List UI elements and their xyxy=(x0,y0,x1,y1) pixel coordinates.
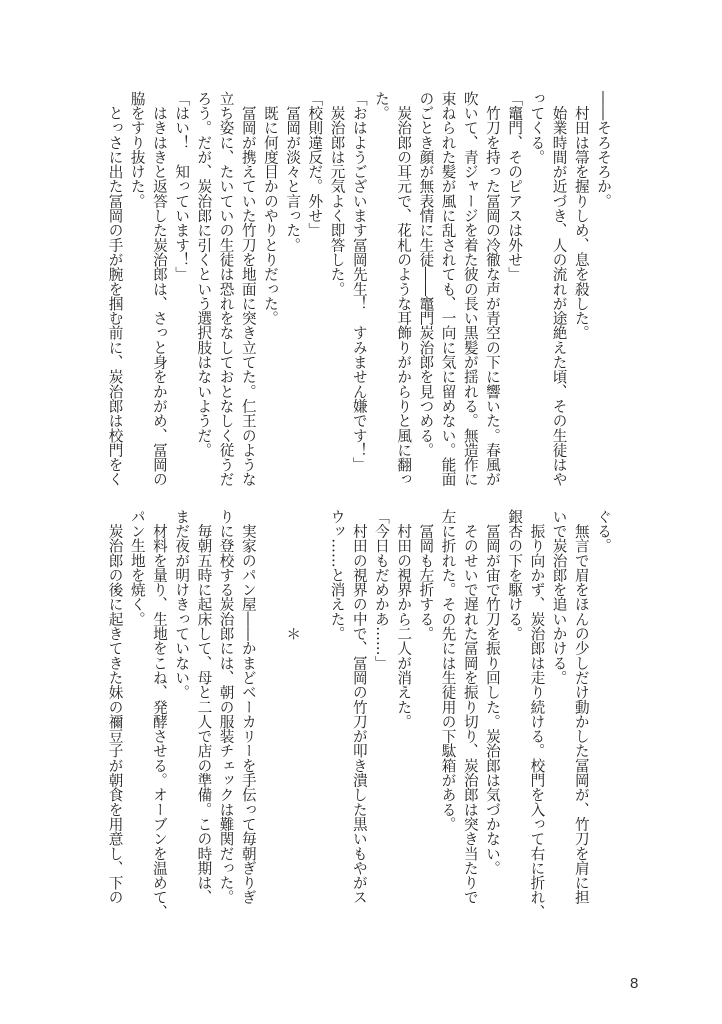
text-line: 「はい！ 知っています！」 xyxy=(173,91,191,282)
text-line xyxy=(259,509,281,904)
text-line: ろう。だが、炭治郎に引くという選択肢はないようだ。 xyxy=(195,91,213,458)
text-line: 「おはようございます冨岡先生！ すみません嫌です！」 xyxy=(350,91,368,472)
text-line: 「竈門、そのピアスは外せ」 xyxy=(506,91,524,282)
text-line: 材料を量り、生地をこね、発酵させる。オーブンを温めて、 xyxy=(150,509,168,920)
text-line: 銀杏の下を駆ける。 xyxy=(506,509,524,641)
text-line: はきはきと返答した炭治郎は、さっと身をかがめ、冨岡の xyxy=(150,91,168,487)
text-line: 炭治郎は元気よく即答した。 xyxy=(328,91,346,297)
text-line: 「校則違反だ。外せ」 xyxy=(306,91,324,238)
text-line: 冨岡が宙で竹刀を振り回した。炭治郎は気づかない。 xyxy=(483,509,501,876)
text-line: 「今日もだめかあ……」 xyxy=(372,509,390,671)
text-line: りに登校する炭治郎には、朝の服装チェックは難関だった。 xyxy=(217,509,235,905)
text-line: ぐる。 xyxy=(595,509,612,553)
text-line: ――そろそろか。 xyxy=(595,91,612,209)
text-line: 村田の視界から二人が消えた。 xyxy=(395,509,413,729)
text-line: 村田の視界の中で、冨岡の竹刀が叩き潰した黒いもやがス xyxy=(350,509,368,905)
text-line: 冨岡が携えていた竹刀を地面に突き立てた。仁王のような xyxy=(239,91,257,487)
text-line: 冨岡が淡々と言った。 xyxy=(284,91,302,253)
text-line: 炭治郎の耳元で、花札のような耳飾りがからりと風に翻っ xyxy=(395,91,413,487)
text-line: 束ねられた髪が風に乱されても、一向に気に留めない。能面 xyxy=(439,91,457,487)
text-line: 炭治郎の後に起きてきた妹の禰豆子が朝食を用意し、下の xyxy=(106,509,124,905)
text-line: とっさに出た冨岡の手が腕を掴む前に、炭治郎は校門をく xyxy=(106,91,124,487)
text-line: 村田は箒を握りしめ、息を殺した。 xyxy=(572,91,590,341)
text-line: まだ夜が明けきっていない。 xyxy=(173,509,191,700)
text-line: そのせいで遅れた冨岡を振り切り、炭治郎は突き当たりで xyxy=(461,509,479,905)
text-line: 実家のパン屋――かまどベーカリーを手伝って毎朝ぎりぎ xyxy=(239,509,257,905)
text-line: 立ち姿に、たいていの生徒は恐れをなしておとなしく従うだ xyxy=(217,91,235,487)
text-line: のごとき顔が無表情に生徒――竈門炭治郎を見つめる。 xyxy=(417,91,435,458)
text-line: 竹刀を持った冨岡の冷徹な声が青空の下に響いた。春風が xyxy=(483,91,501,487)
text-line: いで炭治郎を追いかける。 xyxy=(550,509,568,685)
text-line: ＊ xyxy=(284,509,302,641)
text-line: 左に折れた。その先には生徒用の下駄箱がある。 xyxy=(439,509,457,832)
text-line: 脇をすり抜けた。 xyxy=(128,91,146,209)
text-line: パン生地を焼く。 xyxy=(128,509,146,627)
page-number: 8 xyxy=(630,975,639,992)
text-line: 毎朝五時に起床して、母と二人で店の準備。この時期は、 xyxy=(195,509,213,905)
text-block-top xyxy=(103,91,614,486)
text-line: ウッ……と消えた。 xyxy=(328,509,346,641)
text-line xyxy=(303,509,325,904)
text-block-bottom xyxy=(103,509,614,920)
text-line: 始業時間が近づき、人の流れが途絶えた頃、その生徒はや xyxy=(550,91,568,487)
text-line: た。 xyxy=(372,91,390,121)
text-line: 吹いて、青ジャージを着た彼の長い黒髪が揺れる。無造作に xyxy=(461,91,479,487)
text-line: 振り向かず、炭治郎は走り続ける。校門を入って右に折れ、 xyxy=(528,509,546,920)
text-line: 冨岡も左折する。 xyxy=(417,509,435,641)
text-line: 既に何度目かのやりとりだった。 xyxy=(261,91,279,326)
text-line: 無言で眉をほんの少しだけ動かした冨岡が、竹刀を肩に担 xyxy=(572,509,590,905)
text-line: ってくる。 xyxy=(528,91,546,165)
